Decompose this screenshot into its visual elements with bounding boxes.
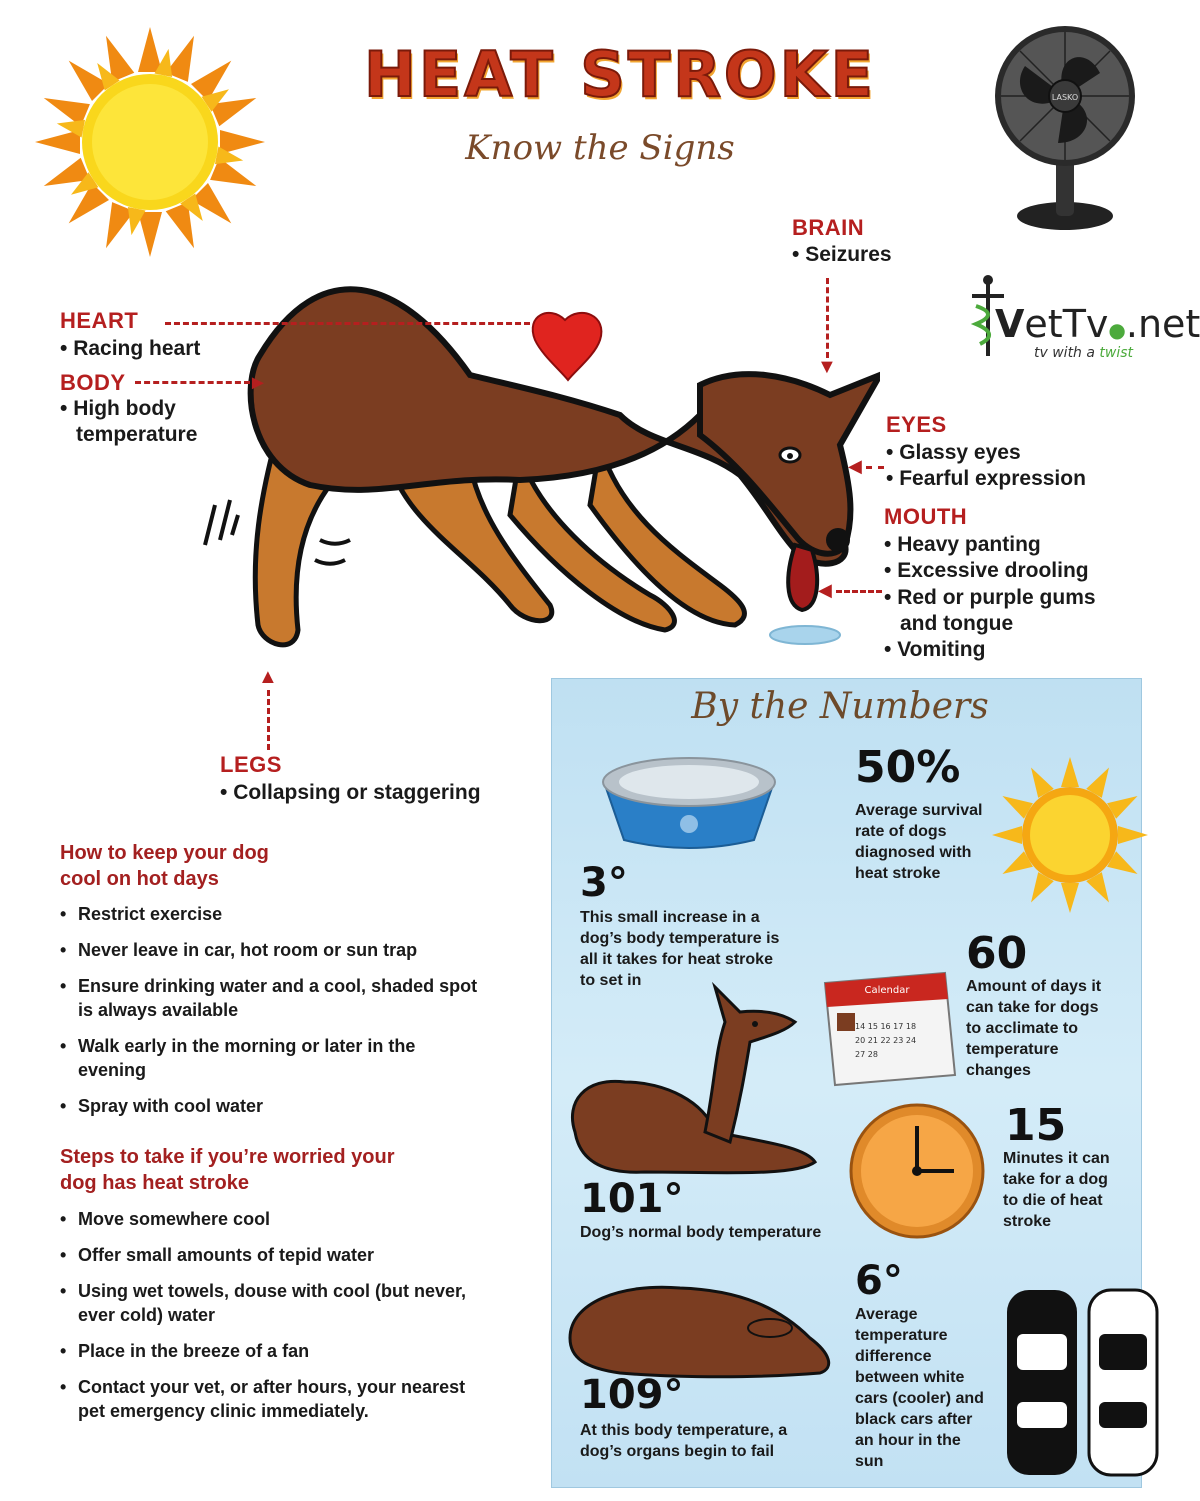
svg-text:27 28: 27 28 bbox=[855, 1050, 878, 1059]
page-subtitle: Know the Signs bbox=[465, 128, 735, 168]
keep-cool-tip: • Restrict exercise bbox=[60, 902, 540, 926]
eyes-sign-2: • Fearful expression bbox=[886, 466, 1086, 492]
eyes-label: EYES bbox=[886, 412, 947, 437]
difference-value: 6° bbox=[855, 1258, 903, 1304]
increase-value: 3° bbox=[580, 860, 628, 906]
keep-cool-tip: • Spray with cool water bbox=[60, 1094, 540, 1118]
acclimate-value: 60 bbox=[966, 928, 1028, 979]
black-car-icon bbox=[1007, 1290, 1077, 1475]
minutes-value: 15 bbox=[1005, 1100, 1067, 1151]
keep-cool-tip: • Walk early in the morning or later in the evening bbox=[60, 1034, 540, 1082]
heart-sign: • Racing heart bbox=[60, 336, 200, 362]
step-item: • Using wet towels, douse with cool (but never, ever cold) water bbox=[60, 1279, 540, 1327]
dog-illustration bbox=[180, 215, 880, 685]
arrow-left-icon: ◀ bbox=[848, 456, 862, 476]
step-item: • Contact your vet, or after hours, your nearest pet emergency clinic immediately. bbox=[60, 1375, 540, 1423]
cars-icon bbox=[1003, 1282, 1161, 1482]
paw-icon: ● bbox=[1108, 318, 1126, 342]
mouth-sign-1: • Heavy panting bbox=[884, 532, 1041, 558]
numbers-title: By the Numbers bbox=[691, 686, 989, 727]
arrow-left-icon: ◀ bbox=[818, 580, 832, 600]
mouth-pointer bbox=[836, 590, 882, 593]
eyes-sign-1: • Glassy eyes bbox=[886, 440, 1021, 466]
brain-pointer bbox=[826, 278, 829, 358]
steps-heading: Steps to take if you’re worried your dog has heat stroke bbox=[60, 1146, 395, 1194]
vettv-tagline: tv with a twist bbox=[1034, 345, 1134, 361]
body-sign: • High body bbox=[60, 396, 176, 422]
step-item: • Move somewhere cool bbox=[60, 1207, 540, 1231]
sitting-dog-icon bbox=[565, 982, 825, 1180]
arrow-up-icon: ▲ bbox=[258, 666, 278, 688]
white-car-icon bbox=[1089, 1290, 1157, 1475]
legs-sign: • Collapsing or staggering bbox=[220, 780, 481, 806]
heart-label: HEART bbox=[60, 308, 139, 333]
arrow-right-icon: ► bbox=[248, 372, 268, 394]
mouth-sign-2: • Excessive drooling bbox=[884, 558, 1089, 584]
minutes-desc: Minutes it can take for a dog to die of heat stroke bbox=[1003, 1150, 1110, 1230]
mouth-sign-3-cont: and tongue bbox=[900, 612, 1014, 635]
keep-cool-list bbox=[60, 902, 540, 1118]
body-label: BODY bbox=[60, 370, 126, 395]
brain-label: BRAIN bbox=[792, 215, 865, 240]
mouth-sign-3: • Red or purple gums bbox=[884, 585, 1096, 611]
calendar-icon bbox=[815, 965, 965, 1090]
steps-list bbox=[60, 1207, 540, 1423]
keep-cool-heading: How to keep your dog cool on hot days bbox=[60, 842, 269, 890]
page-title: HEAT STROKE bbox=[363, 38, 877, 111]
brain-sign: • Seizures bbox=[792, 242, 892, 268]
clock-icon bbox=[848, 1102, 986, 1240]
organs-value: 109° bbox=[580, 1372, 684, 1418]
step-item: • Place in the breeze of a fan bbox=[60, 1339, 540, 1363]
svg-text:14 15 16 17 18: 14 15 16 17 18 bbox=[855, 1022, 917, 1031]
vettv-logo: VetTv●.net bbox=[995, 302, 1200, 346]
sun-icon bbox=[990, 755, 1150, 915]
water-bowl-icon bbox=[598, 752, 780, 852]
lying-dog-icon bbox=[560, 1268, 840, 1388]
keep-cool-tip: • Never leave in car, hot room or sun trap bbox=[60, 938, 540, 962]
normal-value: 101° bbox=[580, 1176, 684, 1222]
acclimate-desc: Amount of days it can take for dogs to acclimate to temperature changes bbox=[966, 978, 1102, 1079]
fan-icon bbox=[990, 18, 1140, 236]
organs-desc: At this body temperature, a dog’s organs begin to fail bbox=[580, 1422, 788, 1460]
legs-label: LEGS bbox=[220, 752, 282, 777]
mouth-label: MOUTH bbox=[884, 504, 968, 529]
calendar-label: Calendar bbox=[864, 985, 910, 996]
svg-text:20 21 22 23 24: 20 21 22 23 24 bbox=[855, 1036, 917, 1045]
step-item: • Offer small amounts of tepid water bbox=[60, 1243, 540, 1267]
eyes-pointer bbox=[866, 466, 884, 469]
legs-pointer bbox=[267, 690, 270, 750]
arrow-down-icon: ▼ bbox=[817, 356, 837, 378]
keep-cool-tip: • Ensure drinking water and a cool, shaded spot is always available bbox=[60, 974, 540, 1022]
body-sign-cont: temperature bbox=[76, 423, 198, 446]
fan-brand: LASKO bbox=[1051, 93, 1079, 102]
survival-value: 50% bbox=[855, 742, 961, 793]
body-pointer bbox=[135, 381, 250, 384]
heart-pointer bbox=[165, 322, 530, 325]
difference-desc: Average temperature difference between white cars (cooler) and black cars after an hour in the sun bbox=[855, 1306, 984, 1470]
mouth-sign-4: • Vomiting bbox=[884, 637, 985, 663]
increase-desc: This small increase in a dog’s body temperature is all it takes for heat stroke to set in bbox=[580, 909, 780, 989]
normal-desc: Dog’s normal body temperature bbox=[580, 1224, 822, 1241]
survival-desc: Average survival rate of dogs diagnosed with heat stroke bbox=[855, 802, 983, 882]
